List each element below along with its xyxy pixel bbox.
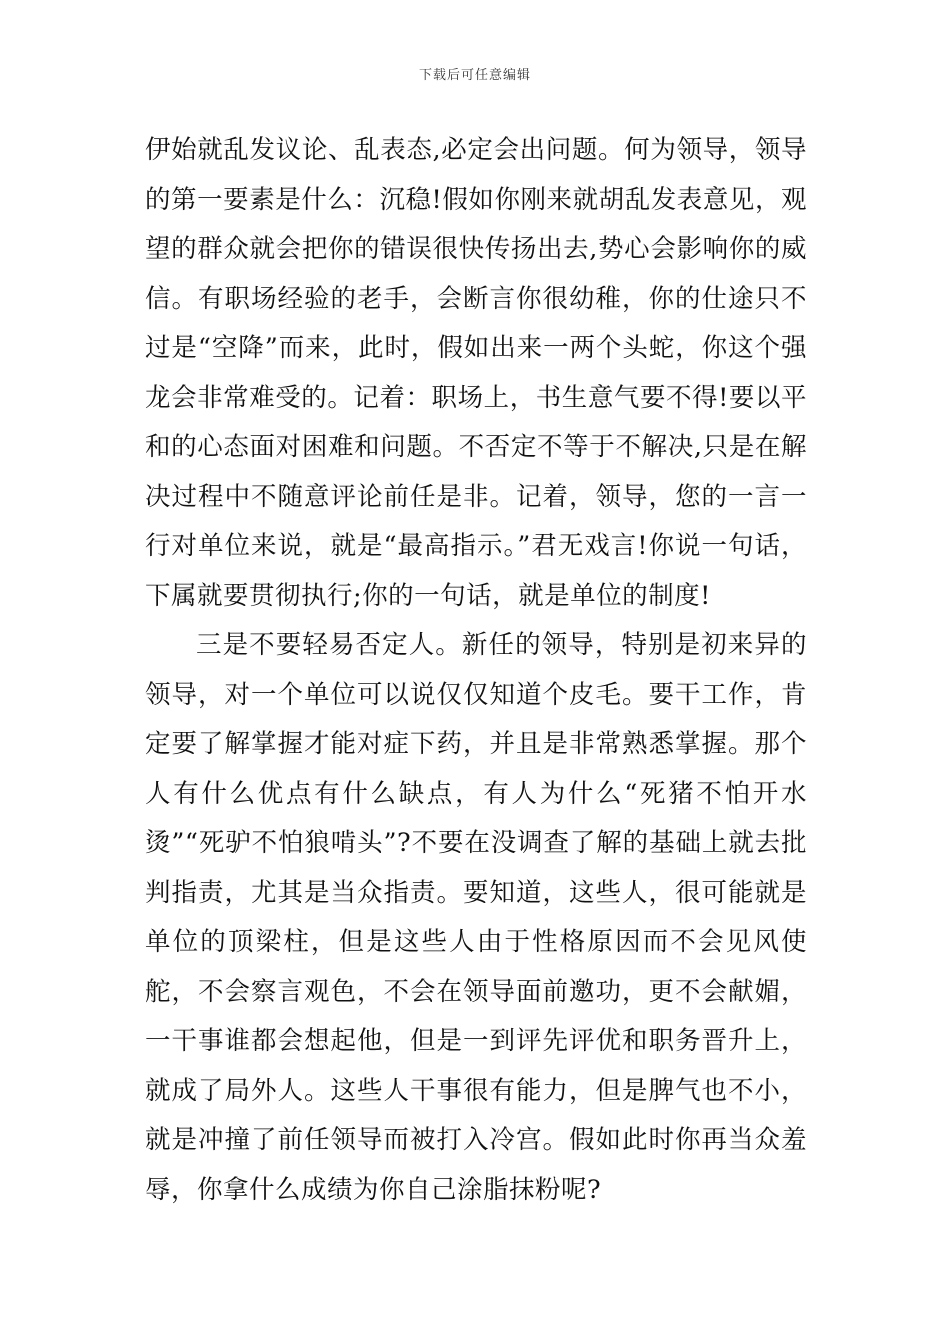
paragraph-2: 三是不要轻易否定人。新任的领导，特别是初来异的领导，对一个单位可以说仅仅知道个皮毛。要干工作，肯定要了解掌握才能对症下药，并且是非常熟悉掌握。那个人有什么优点有什么缺点，有人为什么“死猪不怕开水烫”“死驴不怕狼啃头”?不要在没调查了解的基础上就去批判指责，尤其是当众指责。要知道，这些人，很可能就是单位的顶梁柱，但是这些人由于性格原因而不会见风使舵，不会察言观色，不会在领导面前邀功，更不会献媚，一干事谁都会想起他，但是一到评先评优和职务晋升上，就成了局外人。这些人干事很有能力，但是脾气也不小，就是冲撞了前任领导而被打入冷宫。假如此时你再当众羞辱，你拿什么成绩为你自己涂脂抹粉呢? <box>145 630 807 1205</box>
document-body <box>145 126 807 1215</box>
page-header: 下载后可任意编辑 <box>418 68 531 83</box>
paragraph-1: 伊始就乱发议论、乱表态,必定会出问题。何为领导，领导的第一要素是什么：沉稳!假如你刚来就胡乱发表意见，观望的群众就会把你的错误很快传扬出去,势心会影响你的威信。有职场经验的老手，会断言你很幼稚，你的仕途只不过是“空降”而来，此时，假如出来一两个头蛇，你这个强龙会非常难受的。记着：职场上，书生意气要不得!要以平和的心态面对困难和问题。不否定不等于不解决,只是在解决过程中不随意评论前任是非。记着，领导，您的一言一行对单位来说，就是“最高指示。”君无戏言!你说一句话，下属就要贯彻执行;你的一句话，就是单位的制度! <box>145 135 807 611</box>
